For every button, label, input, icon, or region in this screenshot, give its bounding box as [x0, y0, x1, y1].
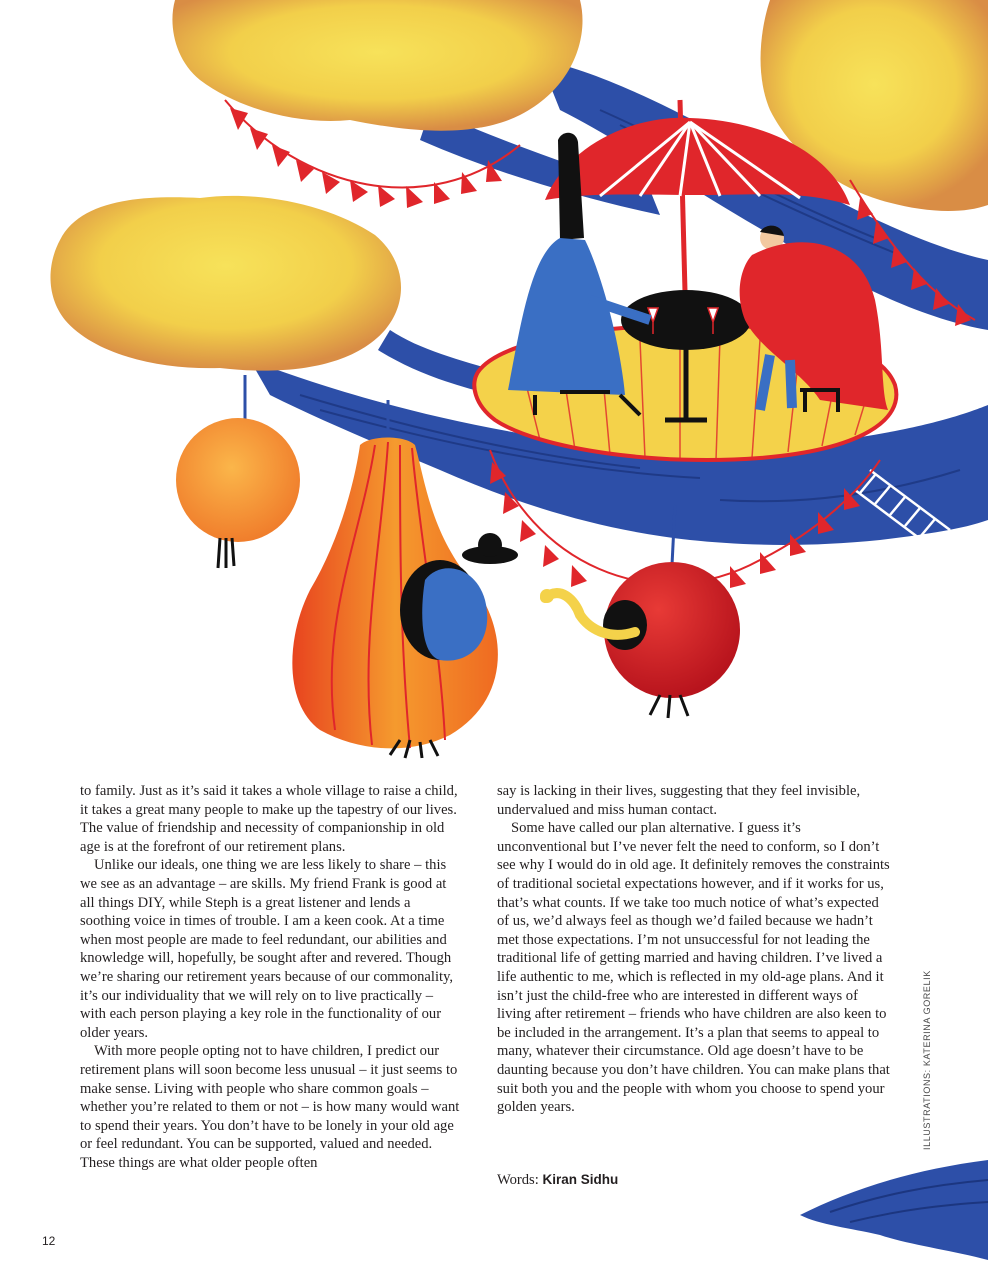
article-column-right: [497, 782, 890, 1117]
article-paragraph: With more people opting not to have children, I predict our retirement plans will soon become less unusual – it just seems to make sense. Living with people who share common goals – whether you’re related to them or not – is how many would want to spend their years. You don’t have to be lonely in your old age or feel redundant. You can be supported, valued and needed. These things are what older people often: [80, 1043, 460, 1171]
article-paragraph: Unlike our ideals, one thing we are less likely to share – this we see as an advantage – are skills. My friend Frank is good at all things DIY, while Steph is a great listener and lends a soothing voice in times of trouble. I am a keen cook. At a time when most people are made to feel redundant, our abilities and knowledge will, hopefully, be sought after and revered. Though we’re sharing our retirement years because of our commonality, it’s our individuality that we will rely on to live practically – with each person playing a key role in the functionality of our older years.: [80, 857, 454, 1041]
article-paragraph: say is lacking in their lives, suggesting that they feel invisible, undervalued and miss human contact.: [497, 783, 861, 818]
branch-decoration: [790, 1150, 988, 1260]
article-paragraph: Some have called our plan alternative. I guess it’s unconventional but I’ve never felt the need to conform, so I don’t see why I would do in old age. It definitely removes the constraints of traditional societal expectations however, and if it works for us, that’s what counts. If we take too much notice of what’s expected of us, we’d always feel as though we’d failed because we hadn’t met those expectations. I’m not unsuccessful for not leading the traditional life of getting married and having children. I’ve lived a life authentic to me, which is reflected in my old-age plans. And it isn’t just the child-free who are interested in different ways of living after retirement – friends who have children are also keen to be included in the arrangement. It’s a plan that seems to appeal to many, whatever their circumstance. Old age doesn’t have to be daunting because you don’t have children. You can make plans that suit both you and the people with whom you choose to spend your golden years.: [497, 820, 890, 1116]
illustration-credit: ILLUSTRATIONS: KATERINA GORELIK: [922, 970, 932, 1150]
byline: [497, 1172, 618, 1189]
article-column-left: [80, 782, 460, 1172]
byline-label: Words:: [497, 1172, 543, 1188]
page-number: 12: [42, 1234, 56, 1248]
article-paragraph: to family. Just as it’s said it takes a whole village to raise a child, it takes a great many people to make up the tapestry of our lives. The value of friendship and necessity of companionship in old age is at the forefront of our retirement plans.: [80, 783, 458, 855]
orange-fruit: [176, 375, 300, 568]
byline-author: Kiran Sidhu: [542, 1172, 619, 1187]
